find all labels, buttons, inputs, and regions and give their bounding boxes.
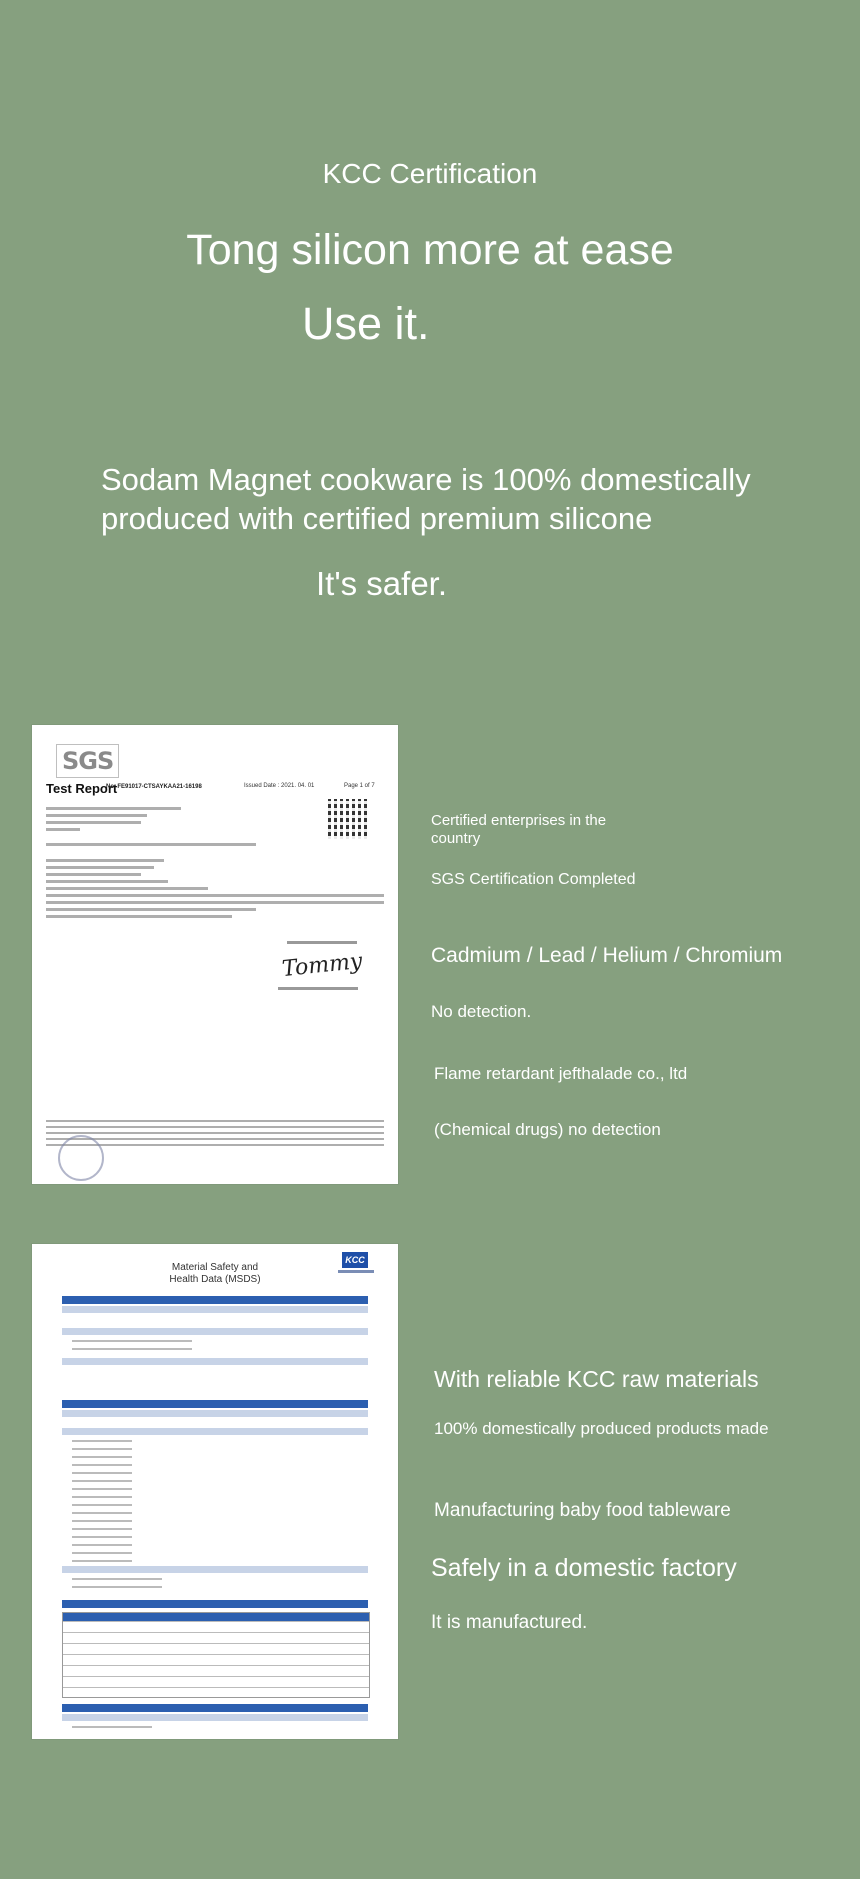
msds-section-bar (62, 1704, 368, 1712)
test-report-issued-date: Issued Date : 2021. 04. 01 (244, 783, 315, 789)
report-intro-line (46, 843, 384, 850)
msds-subsection-bar (62, 1566, 368, 1573)
kcc-note-manufactured: It is manufactured. (431, 1612, 588, 1633)
msds-subsection-bar (62, 1410, 368, 1417)
sgs-test-report-image (32, 725, 398, 1184)
kcc-logo-subtitle-line (338, 1270, 374, 1273)
msds-subsection-bar (62, 1714, 368, 1721)
test-report-number: No. FE91017-CTSAYKAA21-16198 (106, 784, 202, 790)
sgs-note-metals: Cadmium / Lead / Helium / Chromium (431, 944, 783, 967)
msds-rows (72, 1726, 152, 1734)
sgs-seal-icon (58, 1135, 104, 1181)
intro-paragraph: Sodam Magnet cookware is 100% domestically produced with certified premium silicone (101, 462, 751, 536)
report-fields (46, 859, 384, 922)
msds-composition-table (62, 1612, 370, 1698)
msds-document-image (32, 1244, 398, 1739)
headline-line-1: Tong silicon more at ease (186, 226, 674, 274)
kcc-note-baby-tableware: Manufacturing baby food tableware (434, 1500, 731, 1521)
msds-section-bar (62, 1296, 368, 1304)
msds-rows (72, 1578, 162, 1594)
report-address-block (46, 807, 384, 835)
sgs-logo: SGS (62, 747, 114, 775)
msds-subsection-bar (62, 1428, 368, 1435)
sgs-note-no-detection: No detection. (431, 1002, 532, 1021)
test-report-page: Page 1 of 7 (344, 783, 375, 789)
kcc-note-domestic-factory: Safely in a domestic factory (431, 1554, 737, 1582)
msds-subsection-bar (62, 1358, 368, 1365)
kcc-logo: KCC (342, 1252, 368, 1268)
intro-tagline: It's safer. (316, 565, 448, 602)
msds-section-bar (62, 1600, 368, 1608)
msds-rows (72, 1440, 132, 1576)
signature: Tommy (280, 948, 364, 983)
msds-subsection-bar (62, 1328, 368, 1335)
msds-section-bar (62, 1400, 368, 1408)
test-report-title: Test Report (46, 781, 118, 796)
msds-rows (72, 1340, 192, 1356)
headline-line-2: Use it. (302, 298, 430, 349)
sgs-note-flame-retardant: Flame retardant jefthalade co., ltd (434, 1064, 688, 1083)
sgs-note-certified: Certified enterprises in the country (431, 812, 607, 847)
msds-subsection-bar (62, 1306, 368, 1313)
kcc-note-raw-materials: With reliable KCC raw materials (434, 1366, 759, 1392)
kcc-note-domestic: 100% domestically produced products made (434, 1419, 769, 1438)
section-kicker: KCC Certification (322, 158, 538, 189)
sgs-note-completed: SGS Certification Completed (431, 871, 636, 888)
sgs-note-chemical: (Chemical drugs) no detection (434, 1120, 661, 1139)
lab-name-line (287, 941, 357, 944)
msds-title: Material Safety and Health Data (MSDS) (169, 1262, 261, 1285)
signatory-line (278, 987, 358, 990)
